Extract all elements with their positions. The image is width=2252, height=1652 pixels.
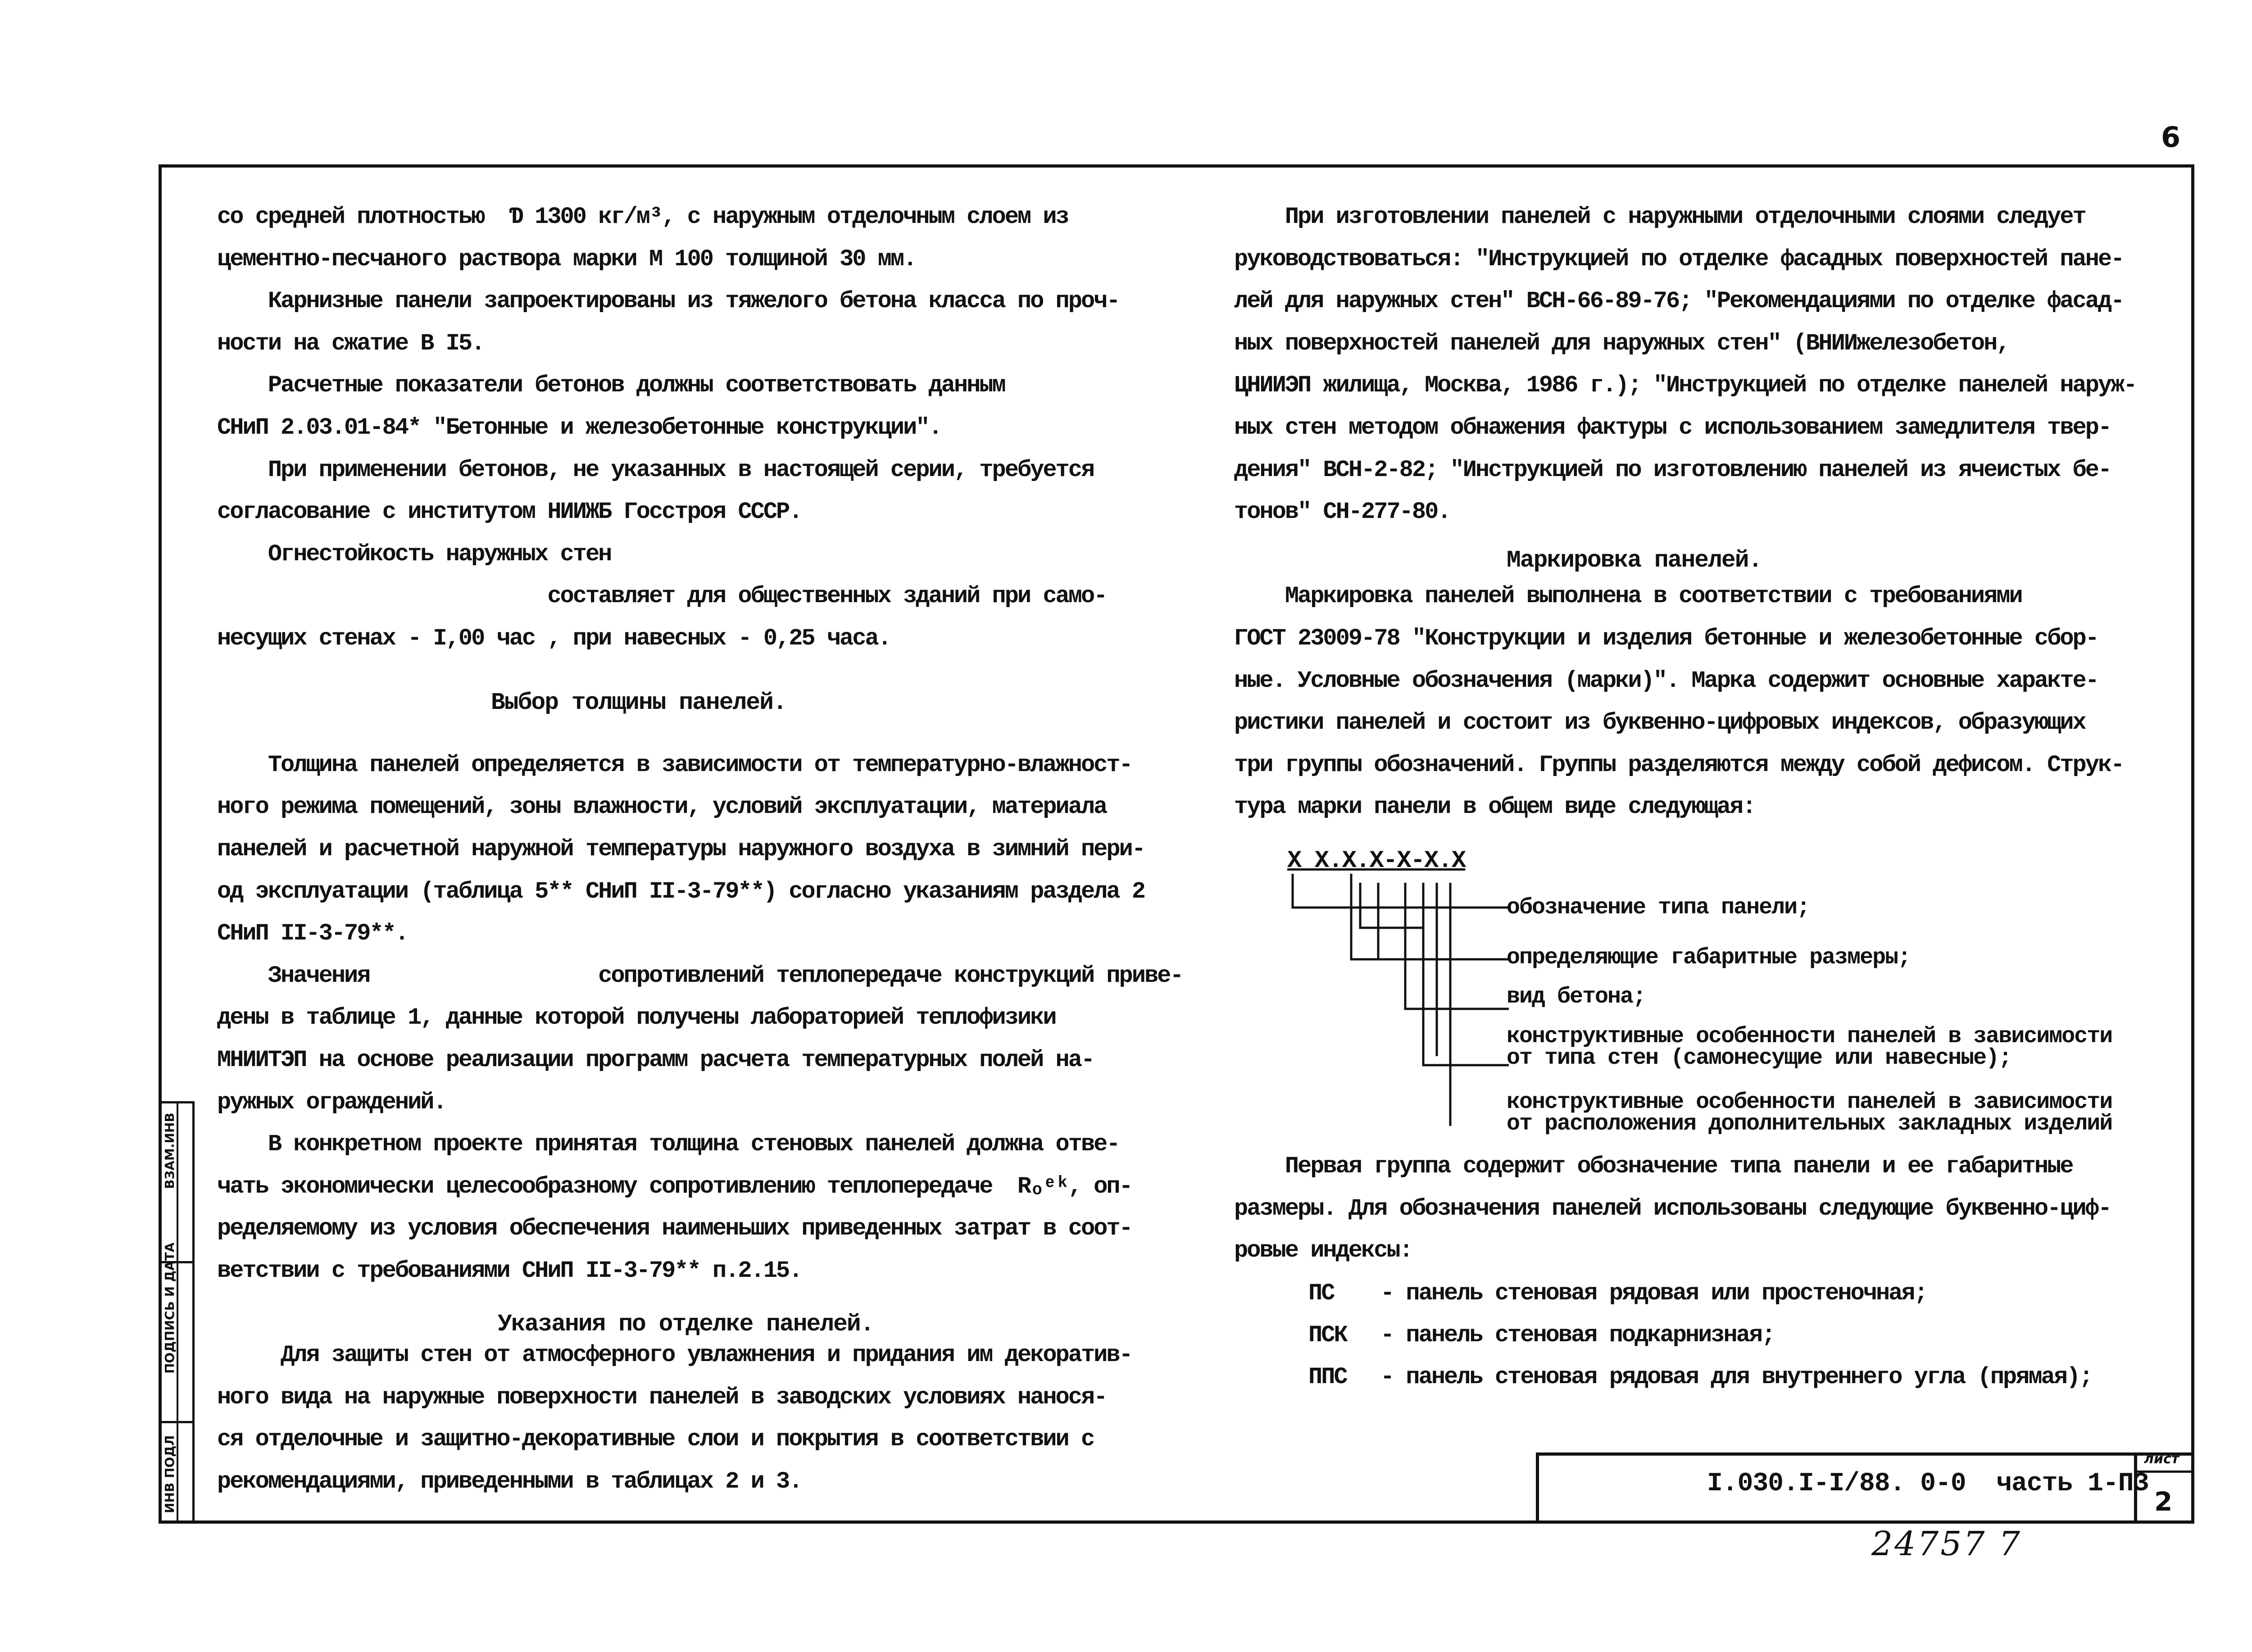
- text-line: Значения сопротивлений теплопередаче конструкций приве-: [217, 962, 1183, 989]
- text-line: ного вида на наружные поверхности панелей в заводских условиях нанося-: [217, 1384, 1107, 1411]
- text-line: ных поверхностей панелей для наружных стен" (ВНИИжелезобетон,: [1234, 330, 2009, 357]
- index-code: ПСК: [1308, 1322, 1347, 1348]
- side-label-vzam: ВЗАМ.ИНВ: [162, 1112, 177, 1189]
- heading-thickness: Выбор толщины панелей.: [491, 689, 786, 716]
- text-line: СНиП II-3-79**.: [217, 920, 408, 947]
- text-line: ветствии с требованиями СНиП II-3-79** п.2.15.: [217, 1257, 802, 1284]
- side-label-inv: ИНВ ПОДЛ: [162, 1435, 177, 1513]
- text-line: ности на сжатие В I5.: [217, 330, 484, 357]
- text-line: цементно-песчаного раствора марки М 100 толщиной 30 мм.: [217, 245, 916, 272]
- text-line: ровые индексы:: [1234, 1237, 1412, 1264]
- document-code: I.030.I-I/88. 0-0 часть 1-ПЗ: [1707, 1469, 2149, 1498]
- scheme-item-1: обозначение типа панели;: [1507, 895, 1810, 921]
- scheme-lines: [1288, 874, 1513, 1126]
- text-line: од эксплуатации (таблица 5** СНиП II-3-79**) согласно указаниям раздела 2: [217, 878, 1144, 905]
- scheme-code: X X.X.X-X-X.X: [1287, 847, 1466, 875]
- text-line: ных стен методом обнажения фактуры с использованием замедлителя твер-: [1234, 414, 2111, 441]
- index-code: ППС: [1308, 1364, 1347, 1390]
- text-line: ружных ограждений.: [217, 1089, 446, 1116]
- sheet-number: 2: [2154, 1486, 2173, 1517]
- text-line: СНиП 2.03.01-84* "Бетонные и железобетонные конструкции".: [217, 414, 941, 441]
- index-code: ПС: [1308, 1280, 1334, 1307]
- sheet-box-divider: [2134, 1470, 2194, 1473]
- scheme-item-2: определяющие габаритные размеры;: [1507, 945, 1911, 971]
- text-line: Огнестойкость наружных стен: [217, 540, 611, 567]
- heading-marking: Маркировка панелей.: [1507, 547, 1762, 574]
- scheme-item-4: конструктивные особенности панелей в зависимости от типа стен (самонесущие или навесные);: [1507, 1024, 2112, 1071]
- index-description: - панель стеновая рядовая или простеночная;: [1380, 1280, 1927, 1307]
- text-line: Карнизные панели запроектированы из тяжелого бетона класса по проч-: [217, 288, 1119, 315]
- sheet-label: лист: [2144, 1451, 2179, 1467]
- index-description: - панель стеновая подкарнизная;: [1380, 1322, 1775, 1348]
- text-line: ГОСТ 23009-78 "Конструкции и изделия бетонные и железобетонные сбор-: [1234, 625, 2098, 652]
- heading-finishing: Указания по отделке панелей.: [498, 1311, 874, 1338]
- text-line: размеры. Для обозначения панелей использованы следующие буквенно-циф-: [1234, 1195, 2111, 1222]
- text-line: ного режима помещений, зоны влажности, условий эксплуатации, материала: [217, 794, 1107, 821]
- text-line: тура марки панели в общем виде следующая:: [1234, 794, 1755, 821]
- text-line: три группы обозначений. Группы разделяются между собой дефисом. Струк-: [1234, 751, 2124, 778]
- text-line: составляет для общественных зданий при само-: [217, 583, 1107, 610]
- text-line: Расчетные показатели бетонов должны соответствовать данным: [217, 372, 1005, 399]
- text-line: ристики панелей и состоит из буквенно-цифровых индексов, образующих: [1234, 709, 2085, 736]
- index-description: - панель стеновая рядовая для внутреннего угла (прямая);: [1380, 1364, 2092, 1390]
- text-line: со средней плотностью Ɗ 1300 кг/м³, с наружным отделочным слоем из: [217, 204, 1068, 230]
- scheme-item-3: вид бетона;: [1507, 984, 1646, 1010]
- handwritten-number: 24757 7: [1871, 1525, 2022, 1563]
- text-line: руководствоваться: "Инструкцией по отделке фасадных поверхностей пане-: [1234, 245, 2124, 272]
- text-line: ределяемому из условия обеспечения наименьших приведенных затрат в соот-: [217, 1215, 1132, 1242]
- text-line: Для защиты стен от атмосферного увлажнения и придания им декоратив-: [217, 1342, 1132, 1369]
- text-line: В конкретном проекте принятая толщина стеновых панелей должна отве-: [217, 1131, 1119, 1158]
- text-line: тонов" СН-277-80.: [1234, 499, 1450, 526]
- text-line: согласование с институтом НИИЖБ Госстроя СССР.: [217, 499, 802, 526]
- text-line: рекомендациями, приведенными в таблицах 2 и 3.: [217, 1468, 802, 1495]
- text-line: При применении бетонов, не указанных в настоящей серии, требуется: [217, 456, 1094, 483]
- text-line: ЦНИИЭП жилища, Москва, 1986 г.); "Инструкцией по отделке панелей наруж-: [1234, 372, 2136, 399]
- text-line: МНИИТЭП на основе реализации программ расчета температурных полей на-: [217, 1047, 1094, 1073]
- text-line: ные. Условные обозначения (марки)". Марка содержит основные характе-: [1234, 667, 2098, 694]
- text-line: Маркировка панелей выполнена в соответствии с требованиями: [1234, 583, 2022, 610]
- text-line: Первая группа содержит обозначение типа панели и ее габаритные: [1234, 1153, 2073, 1180]
- scheme-item-5: конструктивные особенности панелей в зависимости от расположения дополнительных закладных изделий: [1507, 1089, 2112, 1137]
- text-line: Толщина панелей определяется в зависимости от температурно-влажност-: [217, 751, 1132, 778]
- text-line: ся отделочные и защитно-декоративные слои и покрытия в соответствии с: [217, 1426, 1094, 1453]
- text-line: панелей и расчетной наружной температуры наружного воздуха в зимний пери-: [217, 836, 1144, 862]
- text-line: дения" ВСН-2-82; "Инструкцией по изготовлению панелей из ячеистых бе-: [1234, 456, 2111, 483]
- page-number: 6: [2161, 121, 2181, 154]
- text-line: При изготовлении панелей с наружными отделочными слоями следует: [1234, 204, 2085, 230]
- text-line: дены в таблице 1, данные которой получены лабораторией теплофизики: [217, 1004, 1056, 1031]
- text-line: чать экономически целесообразному сопротивлению теплопередаче Rₒᵉᵏ, оп-: [217, 1173, 1132, 1200]
- text-line: лей для наружных стен" ВСН-66-89-76; "Рекомендациями по отделке фасад-: [1234, 288, 2124, 315]
- text-line: несущих стенах - I,00 час , при навесных - 0,25 часа.: [217, 625, 890, 652]
- side-label-podpis: ПОДПИСЬ И ДАТА: [162, 1242, 177, 1374]
